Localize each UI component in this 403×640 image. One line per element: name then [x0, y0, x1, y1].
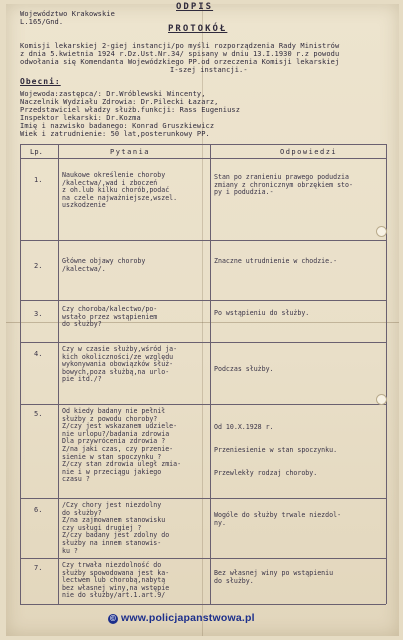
question-text: Czy choroba/kalectwo/po- wstało przez wstąpieniem do służby? — [62, 305, 158, 329]
present-label: Obecni: — [20, 77, 61, 86]
intro-line: z dnia 5.kwietnia 1924 r.Dz.Ust.Nr.34/ spisany w dniu 13.I.1930 r.z powodu — [20, 50, 340, 58]
row-number: 4. — [34, 350, 43, 358]
answer-text: Bez własnej winy po wstąpieniu do służby. — [214, 569, 334, 585]
present-line: Przedstawiciel władzy służb.funkcji: Rass Eugeniusz — [20, 106, 241, 114]
answer-text: Wogóle do służby trwale niezdol- ny. — [214, 511, 342, 527]
page-title: PROTOKÓŁ — [168, 24, 228, 34]
punch-hole — [376, 226, 387, 237]
answer-text: Stan po zranieniu prawego podudzia zmiany z chronicznym obrzękiem sto- py i podudzia.- — [214, 173, 353, 197]
intro-line: Komisji lekarskiej 2-giej instancji/po myśli rozporządzenia Rady Ministrów — [20, 42, 340, 50]
answer-text: Podczas służby. — [214, 365, 274, 373]
column-header-number: Lp. — [30, 148, 43, 156]
answer-text: Znaczne utrudnienie w chodzie.- — [214, 257, 338, 265]
copy-label: ODPIS — [176, 2, 214, 12]
row-number: 5. — [34, 410, 43, 418]
row-number: 7. — [34, 564, 43, 572]
present-line: Naczelnik Wydziału Zdrowia: Dr.Pilecki Łazarz, — [20, 98, 219, 106]
office-name: Województwo Krakowskie — [20, 10, 115, 18]
intro-line: odwołania się Komendanta Wojewódzkiego PP.od orzeczenia Komisji lekarskiej — [20, 58, 340, 66]
present-line: Wojewoda:zastępca/: Dr.Wróblewski Wincenty, — [20, 90, 206, 98]
question-text: Od kiedy badany nie pełnił służby z powodu choroby? Z/czy jest wskazanem udziele- nie urlopu?/badania zdrowia Dla przywrócenia zdrowia ? Z/na jaki czas, czy przenie- sienie w stan spoczynku ? Z/czy stan zdrowia uległ zmia- nie i w przeciągu jakiego czasu ? — [62, 407, 182, 484]
column-header-answers: Odpowiedzi — [280, 148, 338, 156]
question-text: /Czy chory jest niezdolny do służby? Z/na zajmowanem stanowisku czy usługi drugiej ? Z/czy badany jest zdolny do służby na innem stanowis- ku ? — [62, 501, 170, 555]
intro-line: I-szej instancji.- — [170, 66, 248, 74]
question-text: Czy trwała niezdolność do służby spowodowana jest ka- lectwem lub chorobą,nabytą bez własnej winy,na wstępie nie do służby/art.1.art.9/ — [62, 561, 170, 600]
row-number: 1. — [34, 176, 43, 184]
question-text: Czy w czasie służby,wśród ja- kich okoliczności/ze względu wykonywania obowiązków służ- bowych,poza służbą,na urlo- pie itd./? — [62, 345, 178, 384]
copyright-icon: © — [109, 614, 117, 623]
watermark-text: www.policjapanstwowa.pl — [121, 612, 255, 624]
present-line: Inspektor lekarski: Dr.Kozma — [20, 114, 141, 122]
punch-hole — [376, 394, 387, 405]
answer-text: Po wstąpieniu do służby. — [214, 309, 310, 317]
reference-number: L.165/Gnd. — [20, 18, 64, 26]
watermark — [108, 612, 255, 624]
question-text: Naukowe określenie choroby /kalectwa/,wad i zboczeń z oh.lub kilku chorób,podać na czele najważniejsze,wszel. uszkodzenie — [62, 171, 178, 210]
answer-text: Od 10.X.1928 r. Przeniesienie w stan spoczynku. Przewlekły rodzaj choroby. — [214, 423, 338, 477]
present-line: Imię i nazwisko badanego: Konrad Gruszkiewicz — [20, 122, 215, 130]
row-number: 6. — [34, 506, 43, 514]
row-number: 2. — [34, 262, 43, 270]
question-text: Główne objawy choroby /kalectwa/. — [62, 257, 146, 273]
row-number: 3. — [34, 310, 43, 318]
column-header-questions: Pytania — [110, 148, 151, 156]
present-line: Wiek i zatrudnienie: 50 lat,posterunkowy PP. — [20, 130, 210, 138]
